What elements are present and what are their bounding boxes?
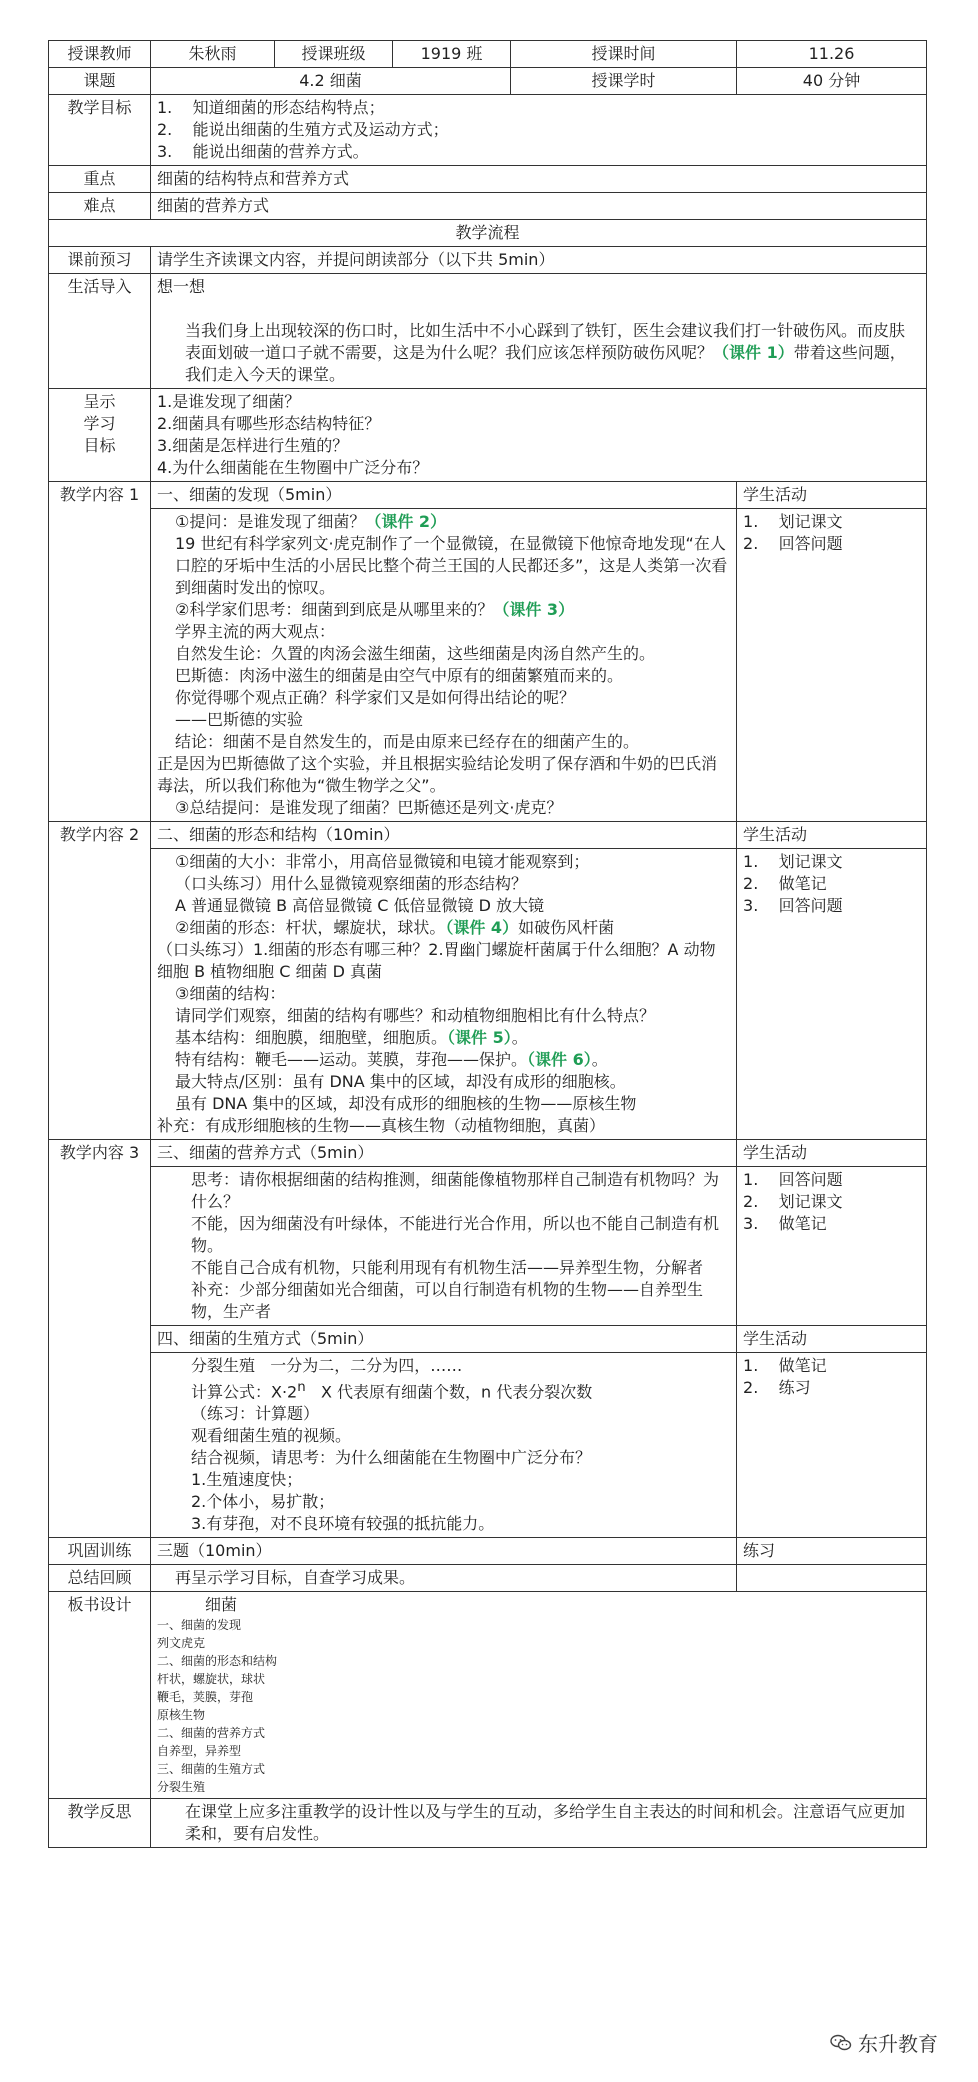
content1-activities — [737, 509, 927, 822]
difficulty-row — [49, 193, 927, 220]
content2-body — [151, 849, 737, 1140]
activity-item: 1. 划记课文 — [743, 852, 843, 871]
preview-text: 请学生齐读课文内容，并提问朗读部分（以下共 5min） — [151, 247, 927, 274]
topic-label: 课题 — [49, 68, 151, 95]
header-row-1 — [49, 41, 927, 68]
wechat-icon — [830, 2034, 852, 2052]
key-point-text: 细菌的结构特点和营养方式 — [151, 166, 927, 193]
time-label: 授课时间 — [511, 41, 737, 68]
courseware-5: （课件 5） — [447, 1028, 512, 1047]
class-value: 1919 班 — [393, 41, 511, 68]
content3-activities — [737, 1167, 927, 1326]
class-label: 授课班级 — [275, 41, 393, 68]
intro-content — [151, 274, 927, 389]
content2-title-row — [49, 822, 927, 849]
activity-item: 2. 划记课文 — [743, 1192, 843, 1211]
content4-activity-label: 学生活动 — [737, 1326, 927, 1353]
content1-line: 你觉得哪个观点正确？科学家们又是如何得出结论的呢？ — [175, 688, 576, 707]
content2-line — [157, 917, 730, 939]
header-row-2 — [49, 68, 927, 95]
content1-line: 自然发生论：久置的肉汤会滋生细菌，这些细菌是肉汤自然产生的。 — [175, 644, 656, 663]
activity-item: 2. 做笔记 — [743, 874, 827, 893]
board-content — [151, 1592, 927, 1799]
reflection-paragraph: 在课堂上应多注重教学的设计性以及与学生的互动，多给学生自主表达的时间和机会。注意语气应更加柔和，要有启发性。 — [185, 1802, 906, 1844]
content1-body — [151, 509, 737, 822]
board-line: 二、细菌的营养方式 — [157, 1726, 266, 1741]
summary-empty — [737, 1565, 927, 1592]
show-goals-label-2: 学习 — [83, 414, 116, 433]
board-row — [49, 1592, 927, 1799]
content1-q2 — [157, 599, 730, 621]
key-point-label: 重点 — [49, 166, 151, 193]
goal-item: 2. 能说出细菌的生殖方式及运动方式； — [157, 120, 449, 139]
content2-activity-label: 学生活动 — [737, 822, 927, 849]
board-line: 分裂生殖 — [157, 1780, 206, 1795]
intro-para-end: 带着这些问题，我们走入今天的课堂。 — [185, 343, 906, 384]
board-line: 杆状，螺旋状，球状 — [157, 1672, 266, 1687]
content3-title: 三、细菌的营养方式（5min） — [151, 1140, 737, 1167]
watermark-text: 东升教育 — [858, 2032, 938, 2056]
content4-line: 分裂生殖 一分为二，二分为四，…… — [191, 1356, 463, 1375]
key-point-row — [49, 166, 927, 193]
summary-label: 总结回顾 — [49, 1565, 151, 1592]
content2-line: 请同学们观察，细菌的结构有哪些？和动植物细胞相比有什么特点？ — [175, 1006, 656, 1025]
board-line: 二、细菌的形态和结构 — [157, 1654, 278, 1669]
intro-row — [49, 274, 927, 389]
show-goals-label — [49, 389, 151, 482]
content4-activities — [737, 1353, 927, 1538]
goals-content — [151, 95, 927, 166]
formula-explanation: X 代表原有细菌个数，n 代表分裂次数 — [305, 1382, 593, 1402]
difficulty-label: 难点 — [49, 193, 151, 220]
content4-line — [157, 1377, 730, 1403]
practice-label: 巩固训练 — [49, 1538, 151, 1565]
topic-value: 4.2 细菌 — [151, 68, 511, 95]
content3-line: 思考：请你根据细菌的结构推测，细菌能像植物那样自己制造有机物吗？为什么？ — [191, 1170, 720, 1211]
goal-item: 1. 知道细菌的形态结构特点； — [157, 98, 385, 117]
goal-item: 3. 能说出细菌的营养方式。 — [157, 142, 369, 161]
content2-basic-structure: 基本结构：细胞膜，细胞壁，细胞质。 — [175, 1028, 448, 1047]
content3-line: 补充：少部分细菌如光合细菌，可以自行制造有机物的生物——自养型生物，生产者 — [191, 1280, 704, 1321]
board-line: 原核生物 — [157, 1708, 206, 1723]
preview-row — [49, 247, 927, 274]
content4-line: 3.有芽孢，对不良环境有较强的抵抗能力。 — [191, 1514, 495, 1534]
content2-line: （口头练习）用什么显微镜观察细菌的形态结构？ — [175, 874, 528, 893]
content2-period: 。 — [591, 1050, 608, 1069]
board-label: 板书设计 — [49, 1592, 151, 1799]
content1-q1-text: ①提问：是谁发现了细菌？ — [175, 512, 366, 531]
lesson-plan-table — [48, 40, 927, 1848]
activity-item: 1. 回答问题 — [743, 1170, 843, 1189]
content4-line: 2.个体小，易扩散； — [191, 1492, 335, 1512]
content4-body-row — [49, 1353, 927, 1538]
content1-q2-text: ②科学家们思考：细菌到到底是从哪里来的？ — [175, 600, 494, 619]
summary-text — [151, 1565, 737, 1592]
courseware-4: （课件 4） — [445, 918, 519, 937]
reflection-text — [151, 1799, 927, 1848]
content2-line: （口头练习）1.细菌的形态有哪三种？2.胃幽门螺旋杆菌属于什么细胞？A 动物细胞 B 植物细胞 C 细菌 D 真菌 — [157, 940, 716, 981]
content3-title-row — [49, 1140, 927, 1167]
content2-label: 教学内容 2 — [49, 822, 151, 1140]
teacher-value: 朱秋雨 — [151, 41, 275, 68]
teacher-label: 授课教师 — [49, 41, 151, 68]
intro-paragraph — [157, 320, 920, 386]
show-goals-label-3: 目标 — [83, 436, 116, 455]
content2-activities — [737, 849, 927, 1140]
activity-item: 3. 做笔记 — [743, 1214, 827, 1233]
courseware-3: （课件 3） — [493, 600, 575, 619]
courseware-1: （课件 1） — [713, 343, 794, 362]
practice-row — [49, 1538, 927, 1565]
content3-activity-label: 学生活动 — [737, 1140, 927, 1167]
content2-title: 二、细菌的形态和结构（10min） — [151, 822, 737, 849]
show-goal-item: 1.是谁发现了细菌？ — [157, 392, 301, 411]
content2-line: ①细菌的大小：非常小，用高倍显微镜和电镜才能观察到； — [175, 852, 590, 871]
content2-body-row — [49, 849, 927, 1140]
courseware-2: （课件 2） — [365, 512, 447, 531]
intro-think: 想一想 — [157, 277, 206, 296]
content1-line: 正是因为巴斯德做了这个实验，并且根据实验结论发明了保存酒和牛奶的巴氏消毒法，所以我们称他为“微生物学之父”。 — [157, 754, 718, 795]
flow-title-row — [49, 220, 927, 247]
content1-line: 巴斯德：肉汤中滋生的细菌是由空气中原有的细菌繁殖而来的。 — [175, 666, 624, 685]
content2-line: ③细菌的结构： — [175, 984, 286, 1003]
difficulty-text: 细菌的营养方式 — [151, 193, 927, 220]
content2-line — [157, 1027, 730, 1049]
content2-line: 最大特点/区别：虽有 DNA 集中的区域，却没有成形的细胞核。 — [175, 1072, 626, 1091]
content2-special-structure: 特有结构：鞭毛——运动。荚膜，芽孢——保护。 — [175, 1050, 528, 1069]
board-line: 鞭毛，荚膜，芽孢 — [157, 1690, 254, 1705]
content3-line: 不能，因为细菌没有叶绿体，不能进行光合作用，所以也不能自己制造有机物。 — [191, 1214, 720, 1255]
lesson-plan — [48, 40, 926, 1848]
content1-label: 教学内容 1 — [49, 482, 151, 822]
content3-body — [151, 1167, 737, 1326]
content4-title: 四、细菌的生殖方式（5min） — [151, 1326, 737, 1353]
show-goals-content — [151, 389, 927, 482]
content4-line: 观看细菌生殖的视频。 — [191, 1426, 352, 1446]
reflection-label: 教学反思 — [49, 1799, 151, 1848]
board-line: 三、细菌的生殖方式 — [157, 1762, 266, 1777]
board-line: 一、细菌的发现 — [157, 1618, 242, 1633]
board-line: 自养型，异养型 — [157, 1744, 242, 1759]
content2-line: 虽有 DNA 集中的区域，却没有成形的细胞核的生物——原核生物 — [175, 1094, 637, 1113]
goals-label: 教学目标 — [49, 95, 151, 166]
content1-q1 — [157, 511, 730, 533]
formula-exponent: n — [297, 1380, 306, 1395]
content1-title: 一、细菌的发现（5min） — [151, 482, 737, 509]
formula-text: 计算公式：X·2 — [191, 1382, 298, 1402]
content4-line: （练习：计算题） — [191, 1404, 320, 1424]
show-goal-item: 3.细菌是怎样进行生殖的？ — [157, 436, 349, 455]
reflection-row — [49, 1799, 927, 1848]
hours-label: 授课学时 — [511, 68, 737, 95]
content2-line — [157, 1049, 730, 1071]
hours-value: 40 分钟 — [737, 68, 927, 95]
activity-item: 1. 划记课文 — [743, 512, 843, 531]
summary-row — [49, 1565, 927, 1592]
content1-p1: 19 世纪有科学家列文·虎克制作了一个显微镜，在显微镜下他惊奇地发现“在人口腔的牙垢中生活的小居民比整个荷兰王国的人民都还多”，这是人类第一次看到细菌时发出的惊叹。 — [175, 534, 728, 597]
activity-item: 3. 回答问题 — [743, 896, 843, 915]
content1-line: ——巴斯德的实验 — [175, 710, 304, 729]
content1-line: 学界主流的两大观点： — [175, 622, 336, 641]
content1-line: 结论：细菌不是自然发生的，而是由原来已经存在的细菌产生的。 — [175, 732, 640, 751]
practice-activity: 练习 — [737, 1538, 927, 1565]
activity-item: 1. 做笔记 — [743, 1356, 827, 1375]
intro-label: 生活导入 — [49, 274, 151, 389]
content2-line: 补充：有成形细胞核的生物——真核生物（动植物细胞，真菌） — [157, 1116, 606, 1135]
courseware-6: （课件 6） — [527, 1050, 592, 1069]
activity-item: 2. 回答问题 — [743, 534, 843, 553]
watermark — [830, 2028, 938, 2057]
content3-body-row — [49, 1167, 927, 1326]
preview-label: 课前预习 — [49, 247, 151, 274]
content1-line: ③总结提问：是谁发现了细菌？巴斯德还是列文·虎克？ — [175, 798, 563, 817]
goals-row — [49, 95, 927, 166]
flow-title: 教学流程 — [49, 220, 927, 247]
summary-text-inner: 再呈示学习目标，自查学习成果。 — [175, 1568, 416, 1588]
content3-line: 不能自己合成有机物，只能利用现有有机物生活——异养型生物，分解者 — [191, 1258, 704, 1277]
content1-title-row — [49, 482, 927, 509]
content4-title-row — [49, 1326, 927, 1353]
content2-period: 。 — [511, 1028, 528, 1047]
content2-shape-example: 如破伤风杆菌 — [518, 918, 615, 937]
practice-text: 三题（10min） — [151, 1538, 737, 1565]
show-goal-item: 2.细菌具有哪些形态结构特征？ — [157, 414, 381, 433]
intro-para-text: 当我们身上出现较深的伤口时，比如生活中不小心踩到了铁钉，医生会建议我们打一针破伤风。而皮肤表面划破一道口子就不需要，这是为什么呢？我们应该怎样预防破伤风呢？ — [185, 321, 906, 362]
content2-shape-text: ②细菌的形态：杆状，螺旋状，球状。 — [175, 918, 446, 937]
show-goals-label-1: 呈示 — [83, 392, 116, 411]
content4-line: 结合视频，请思考：为什么细菌能在生物圈中广泛分布？ — [191, 1448, 592, 1468]
content4-body — [151, 1353, 737, 1538]
board-line: 列文虎克 — [157, 1636, 206, 1651]
show-goals-row — [49, 389, 927, 482]
show-goal-item: 4.为什么细菌能在生物圈中广泛分布？ — [157, 458, 429, 477]
content1-activity-label: 学生活动 — [737, 482, 927, 509]
content1-body-row — [49, 509, 927, 822]
activity-item: 2. 练习 — [743, 1378, 811, 1397]
board-title: 细菌 — [205, 1595, 238, 1615]
content4-line: 1.生殖速度快； — [191, 1470, 303, 1490]
content2-line: A 普通显微镜 B 高倍显微镜 C 低倍显微镜 D 放大镜 — [175, 896, 545, 915]
content3-label: 教学内容 3 — [49, 1140, 151, 1538]
time-value: 11.26 — [737, 41, 927, 68]
